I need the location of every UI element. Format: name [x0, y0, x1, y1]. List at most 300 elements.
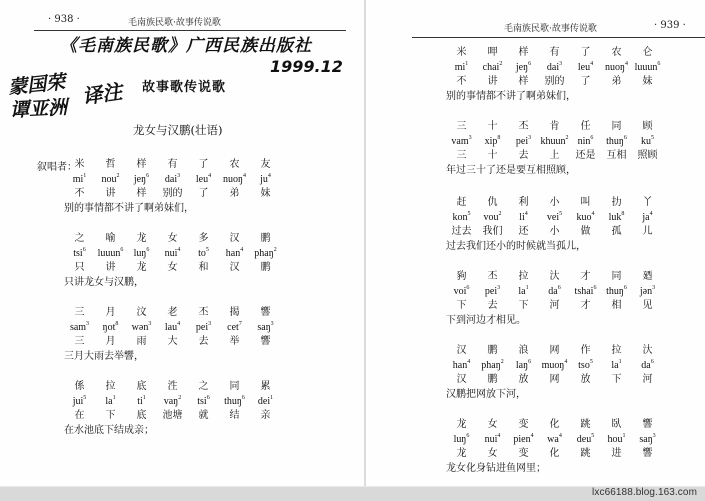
- tone-number: 3: [652, 432, 656, 439]
- tone-number: 5: [651, 134, 654, 141]
- romanization-cell: vam$^3$: [451, 134, 472, 147]
- romanization-cell: $da^6$: [641, 358, 654, 371]
- gloss-cell: 样: [136, 188, 147, 199]
- tone-number: 4: [267, 172, 271, 179]
- char-cell: 利: [518, 197, 529, 208]
- tone-number: 4: [590, 60, 594, 67]
- romanization-cell: $to^5$: [198, 246, 209, 259]
- romanization-cell: xip$^8$: [484, 134, 501, 147]
- char-cell: 三: [456, 121, 467, 132]
- char-cell: 龙: [456, 419, 467, 430]
- gloss-cell: 我们: [482, 226, 503, 237]
- gloss-cell: 讲: [105, 188, 116, 199]
- char-cell: 底: [136, 381, 147, 392]
- char-cell: 十: [487, 121, 498, 132]
- char-cell: 网: [549, 345, 560, 356]
- tone-number: 1: [112, 394, 116, 401]
- romanization-cell: $da^6$: [548, 284, 561, 297]
- romanization-cell: thuŋ$^6$: [606, 284, 627, 297]
- section-title: 故事歌传说歌: [142, 80, 227, 95]
- char-cell: 丫: [642, 197, 653, 208]
- char-cell: 同: [229, 381, 240, 392]
- gloss-cell: 才: [580, 300, 591, 311]
- romanization-cell: han$^4$: [225, 246, 244, 259]
- gloss-cell: 放: [518, 374, 529, 385]
- romanization-cell: chai$^2$: [482, 60, 503, 73]
- char-cell: 丕: [198, 307, 209, 318]
- tone-number: 4: [530, 432, 534, 439]
- tone-number: 3: [86, 320, 90, 327]
- char-cell: 同: [611, 271, 622, 282]
- stanza: [64, 306, 281, 364]
- char-cell: 作: [580, 345, 591, 356]
- stanza: [446, 46, 663, 104]
- tone-number: 6: [528, 60, 532, 67]
- romanization-cell: jən$^3$: [639, 284, 656, 297]
- char-cell: 有: [167, 159, 178, 170]
- char-cell: 变: [518, 419, 529, 430]
- romanization-cell: luuun$^6$: [634, 60, 661, 73]
- romanization-cell: leu$^4$: [195, 172, 212, 185]
- tone-number: 5: [589, 358, 593, 365]
- char-cell: 样: [136, 159, 147, 170]
- stanza: [64, 380, 281, 438]
- char-row: [446, 270, 663, 285]
- romanization-cell: pei$^3$: [515, 134, 532, 147]
- romanization-cell: $mi^1$: [454, 60, 469, 73]
- romanization-row: [64, 173, 281, 188]
- char-cell: 喻: [105, 233, 116, 244]
- char-cell: 了: [580, 47, 591, 58]
- char-cell: 鹏: [487, 345, 498, 356]
- gloss-cell: 了: [580, 76, 591, 87]
- char-cell: 老: [167, 307, 178, 318]
- gloss-cell: 还是: [575, 150, 596, 161]
- gloss-row: [446, 447, 663, 462]
- romanization-cell: cet$^7$: [227, 320, 242, 333]
- char-cell: 任: [580, 121, 591, 132]
- gloss-cell: 变: [518, 448, 529, 459]
- romanization-row: [446, 285, 663, 300]
- char-cell: 农: [229, 159, 240, 170]
- watermark: lxc66188.blog.163.com: [592, 487, 697, 498]
- gloss-row: [446, 75, 663, 90]
- char-cell: 鹏: [260, 233, 271, 244]
- tone-number: 6: [623, 284, 627, 291]
- gloss-row: [64, 409, 281, 424]
- translation-line: 下到河边才相见。: [446, 314, 526, 326]
- gloss-cell: 河: [549, 300, 560, 311]
- tone-number: 1: [465, 60, 469, 67]
- tone-number: 2: [500, 358, 504, 365]
- romanization-row: [446, 61, 663, 76]
- romanization-cell: saŋ$^3$: [257, 320, 274, 333]
- romanization-cell: nuoŋ$^4$: [605, 60, 628, 73]
- char-cell: 顾: [642, 121, 653, 132]
- romanization-cell: $ju^4$: [260, 172, 271, 185]
- stanza: [64, 232, 281, 290]
- romanization-cell: vou$^2$: [483, 210, 502, 223]
- char-cell: 龙: [136, 233, 147, 244]
- gloss-cell: 十: [487, 150, 498, 161]
- tone-number: 4: [177, 320, 181, 327]
- char-row: [446, 120, 663, 135]
- char-cell: 米: [456, 47, 467, 58]
- char-cell: 係: [74, 381, 85, 392]
- gloss-cell: 上: [549, 150, 560, 161]
- tone-number: 6: [593, 284, 597, 291]
- gloss-cell: 女: [487, 448, 498, 459]
- char-row: [446, 46, 663, 61]
- tone-number: 3: [468, 134, 472, 141]
- romanization-cell: dai$^3$: [546, 60, 563, 73]
- handwritten-date: 1999.12: [270, 57, 343, 76]
- gloss-cell: 和: [198, 262, 209, 273]
- romanization-cell: hou$^1$: [607, 432, 626, 445]
- tone-number: 1: [618, 358, 622, 365]
- romanization-cell: voi$^6$: [453, 284, 470, 297]
- romanization-cell: jui$^5$: [72, 394, 87, 407]
- page-number: · 939 ·: [654, 20, 686, 31]
- page-number: · 938 ·: [48, 14, 80, 25]
- gloss-cell: 下: [105, 410, 116, 421]
- gloss-cell: 響: [260, 336, 271, 347]
- char-cell: 多: [198, 233, 209, 244]
- char-cell: 友: [260, 159, 271, 170]
- romanization-cell: tsi$^6$: [73, 246, 86, 259]
- tone-number: 2: [499, 60, 503, 67]
- stanza: [446, 120, 663, 178]
- gloss-cell: 化: [549, 448, 560, 459]
- char-cell: 之: [198, 381, 209, 392]
- gloss-cell: 去: [518, 150, 529, 161]
- tone-number: 8: [115, 320, 119, 327]
- tone-number: 4: [564, 358, 568, 365]
- gloss-cell: 样: [518, 76, 529, 87]
- gloss-cell: 还: [518, 226, 529, 237]
- tone-number: 5: [559, 210, 563, 217]
- romanization-cell: $li^4$: [519, 210, 528, 223]
- gloss-cell: 讲: [105, 262, 116, 273]
- tone-number: 6: [241, 394, 245, 401]
- romanization-cell: $ti^1$: [137, 394, 146, 407]
- romanization-cell: kon$^5$: [452, 210, 471, 223]
- romanization-cell: vei$^5$: [546, 210, 563, 223]
- tone-number: 4: [591, 210, 595, 217]
- translation-line: 过去我们还小的时候就当孤儿，: [446, 240, 586, 252]
- gloss-cell: 相: [611, 300, 622, 311]
- translation-line: 三月大雨去举響，: [64, 350, 144, 362]
- tone-number: 1: [83, 172, 87, 179]
- gloss-cell: 三: [456, 150, 467, 161]
- gloss-cell: 下: [611, 374, 622, 385]
- char-cell: 拉: [518, 271, 529, 282]
- romanization-cell: thuŋ$^6$: [606, 134, 627, 147]
- tone-number: 6: [657, 60, 661, 67]
- char-cell: 仑: [642, 47, 653, 58]
- tone-number: 5: [591, 432, 595, 439]
- song-title: 龙女与汉鹏(壮语): [133, 123, 223, 137]
- gloss-row: [64, 335, 281, 350]
- char-row: [64, 232, 281, 247]
- char-cell: 響: [642, 419, 653, 430]
- romanization-cell: jeŋ$^6$: [133, 172, 150, 185]
- gloss-cell: 不: [456, 76, 467, 87]
- char-cell: 女: [167, 233, 178, 244]
- gloss-cell: 妹: [642, 76, 653, 87]
- char-cell: 呷: [487, 47, 498, 58]
- char-row: [64, 158, 281, 173]
- tone-number: 3: [652, 284, 656, 291]
- char-cell: 三: [74, 307, 85, 318]
- romanization-cell: muoŋ$^4$: [541, 358, 568, 371]
- romanization-cell: nui$^4$: [164, 246, 181, 259]
- char-cell: 拉: [611, 345, 622, 356]
- romanization-cell: sam$^3$: [69, 320, 90, 333]
- gloss-row: [446, 373, 663, 388]
- tone-number: 4: [497, 432, 501, 439]
- romanization-row: [64, 395, 281, 410]
- tone-number: 4: [558, 432, 562, 439]
- romanization-row: [446, 433, 663, 448]
- romanization-cell: luŋ$^6$: [133, 246, 150, 259]
- tone-number: 4: [240, 246, 244, 253]
- char-cell: 之: [74, 233, 85, 244]
- char-cell: 汶: [136, 307, 147, 318]
- char-row: [446, 418, 663, 433]
- char-cell: 汏: [642, 345, 653, 356]
- gloss-cell: 过去: [451, 226, 472, 237]
- gloss-cell: 就: [198, 410, 209, 421]
- tone-number: 1: [270, 394, 274, 401]
- gloss-cell: 别的: [162, 188, 183, 199]
- gloss-cell: 下: [518, 300, 529, 311]
- char-cell: 廼: [642, 271, 653, 282]
- gloss-cell: 跳: [580, 448, 591, 459]
- char-cell: 叫: [580, 197, 591, 208]
- char-cell: 跳: [580, 419, 591, 430]
- romanization-row: [64, 321, 281, 336]
- char-cell: 累: [260, 381, 271, 392]
- gloss-cell: 进: [611, 448, 622, 459]
- char-row: [446, 344, 663, 359]
- gloss-row: [446, 225, 663, 240]
- handwritten-translator-suffix: 译注: [80, 79, 124, 109]
- tone-number: 7: [238, 320, 242, 327]
- stanza: [446, 270, 663, 328]
- tone-number: 4: [524, 210, 528, 217]
- romanization-cell: nuoŋ$^4$: [223, 172, 246, 185]
- romanization-cell: saŋ$^3$: [639, 432, 656, 445]
- header-rule: [412, 37, 705, 38]
- tone-number: 3: [148, 320, 152, 327]
- romanization-cell: $la^1$: [611, 358, 622, 371]
- tone-number: 8: [621, 210, 625, 217]
- char-row: [64, 306, 281, 321]
- char-cell: 哲: [105, 159, 116, 170]
- gloss-cell: 鹏: [487, 374, 498, 385]
- tone-number: 3: [528, 134, 532, 141]
- romanization-cell: pei$^3$: [195, 320, 212, 333]
- romanization-cell: han$^4$: [452, 358, 471, 371]
- char-cell: 揭: [229, 307, 240, 318]
- gloss-cell: 孤: [611, 226, 622, 237]
- char-row: [446, 196, 663, 211]
- char-cell: 了: [198, 159, 209, 170]
- romanization-row: [446, 359, 663, 374]
- stanza: [446, 344, 663, 402]
- translation-line: 别的事情都不讲了啊弟妹们，: [64, 202, 194, 214]
- tone-number: 6: [528, 358, 532, 365]
- gloss-cell: 響: [642, 448, 653, 459]
- romanization-cell: deu$^5$: [576, 432, 595, 445]
- char-cell: 女: [487, 419, 498, 430]
- char-cell: 同: [611, 121, 622, 132]
- tone-number: 5: [467, 210, 471, 217]
- translation-line: 龙女化身钻进鱼网里；: [446, 462, 546, 474]
- stanza: [64, 158, 281, 216]
- gloss-row: [64, 261, 281, 276]
- gloss-cell: 在: [74, 410, 85, 421]
- char-cell: 米: [74, 159, 85, 170]
- gloss-cell: 儿: [642, 226, 653, 237]
- char-cell: 赶: [456, 197, 467, 208]
- romanization-cell: nou$^2$: [101, 172, 120, 185]
- gloss-cell: 下: [456, 300, 467, 311]
- gloss-cell: 只: [74, 262, 85, 273]
- romanization-cell: khuun$^2$: [540, 134, 569, 147]
- romanization-cell: vaŋ$^2$: [163, 394, 182, 407]
- tone-number: 5: [205, 246, 209, 253]
- gloss-cell: 见: [642, 300, 653, 311]
- char-cell: 響: [260, 307, 271, 318]
- char-cell: 汉: [456, 345, 467, 356]
- tone-number: 6: [466, 432, 470, 439]
- romanization-cell: ŋot$^8$: [102, 320, 119, 333]
- gloss-cell: 弟: [611, 76, 622, 87]
- romanization-row: [446, 135, 663, 150]
- romanization-cell: laŋ$^6$: [515, 358, 532, 371]
- romanization-cell: tso$^5$: [578, 358, 593, 371]
- romanization-cell: $mi^1$: [72, 172, 87, 185]
- handwritten-translator-1: 蒙国荣: [7, 71, 67, 99]
- gloss-cell: 不: [74, 188, 85, 199]
- translation-line: 只讲龙女与汉鹏，: [64, 276, 144, 288]
- romanization-cell: pei$^3$: [484, 284, 501, 297]
- tone-number: 4: [467, 358, 471, 365]
- romanization-cell: kuo$^4$: [576, 210, 595, 223]
- tone-number: 5: [83, 394, 87, 401]
- romanization-cell: $la^1$: [518, 284, 529, 297]
- tone-number: 6: [146, 172, 150, 179]
- gloss-cell: 了: [198, 188, 209, 199]
- gloss-row: [64, 187, 281, 202]
- gloss-cell: 女: [167, 262, 178, 273]
- tone-number: 6: [557, 284, 561, 291]
- gloss-cell: 底: [136, 410, 147, 421]
- gloss-cell: 照顾: [637, 150, 658, 161]
- char-cell: 化: [549, 419, 560, 430]
- tone-number: 2: [498, 210, 502, 217]
- romanization-cell: dei$^1$: [257, 394, 274, 407]
- gloss-cell: 汉: [456, 374, 467, 385]
- char-cell: 丕: [518, 121, 529, 132]
- romanization-cell: leu$^4$: [577, 60, 594, 73]
- romanization-cell: luŋ$^6$: [453, 432, 470, 445]
- char-cell: 扐: [611, 197, 622, 208]
- romanization-cell: jeŋ$^6$: [515, 60, 532, 73]
- tone-number: 4: [242, 172, 246, 179]
- running-head: 毛南族民歌·故事传说歌: [128, 18, 221, 28]
- gloss-cell: 亲: [260, 410, 271, 421]
- gloss-row: [446, 149, 663, 164]
- tone-number: 3: [497, 284, 501, 291]
- gloss-row: [446, 299, 663, 314]
- gloss-cell: 雨: [136, 336, 147, 347]
- char-cell: 农: [611, 47, 622, 58]
- char-cell: 才: [580, 271, 591, 282]
- tone-number: 4: [624, 60, 628, 67]
- gloss-cell: 举: [229, 336, 240, 347]
- tone-number: 6: [623, 134, 627, 141]
- tone-number: 6: [82, 246, 86, 253]
- gloss-cell: 池塘: [162, 410, 183, 421]
- romanization-cell: pien$^4$: [513, 432, 534, 445]
- gloss-cell: 网: [549, 374, 560, 385]
- tone-number: 6: [146, 246, 150, 253]
- romanization-row: [446, 211, 663, 226]
- gloss-cell: 弟: [229, 188, 240, 199]
- char-cell: 臥: [611, 419, 622, 430]
- romanization-cell: $la^1$: [105, 394, 116, 407]
- gloss-cell: 龙: [456, 448, 467, 459]
- tone-number: 1: [622, 432, 626, 439]
- romanization-cell: dai$^3$: [164, 172, 181, 185]
- tone-number: 4: [208, 172, 212, 179]
- translation-line: 别的事情都不讲了啊弟妹们，: [446, 90, 576, 102]
- gloss-cell: 讲: [487, 76, 498, 87]
- tone-number: 3: [270, 320, 274, 327]
- char-cell: 样: [518, 47, 529, 58]
- handwritten-book-note: 《毛南族民歌》广西民族出版社: [60, 36, 312, 56]
- romanization-cell: $wa^4$: [547, 432, 562, 445]
- romanization-cell: $ku^5$: [641, 134, 654, 147]
- tone-number: 2: [178, 394, 182, 401]
- char-cell: 豞: [456, 271, 467, 282]
- tone-number: 3: [559, 60, 563, 67]
- stanza: [446, 418, 663, 476]
- char-cell: 仇: [487, 197, 498, 208]
- translation-line: 年过三十了还是要互相照顾，: [446, 164, 576, 176]
- narrator-label: 叙唱者：: [37, 162, 77, 173]
- gloss-cell: 龙: [136, 262, 147, 273]
- gloss-cell: 别的: [544, 76, 565, 87]
- gloss-cell: 做: [580, 226, 591, 237]
- romanization-cell: nui$^4$: [484, 432, 501, 445]
- romanization-cell: wən$^3$: [131, 320, 152, 333]
- translation-line: 在水池底下结成亲；: [64, 424, 154, 436]
- tone-number: 6: [206, 394, 210, 401]
- romanization-cell: $ja^4$: [642, 210, 653, 223]
- romanization-cell: nin$^6$: [577, 134, 594, 147]
- char-row: [64, 380, 281, 395]
- tone-number: 2: [116, 172, 120, 179]
- tone-number: 6: [650, 358, 654, 365]
- char-cell: 汉: [229, 233, 240, 244]
- tone-number: 4: [177, 246, 181, 253]
- tone-number: 1: [525, 284, 529, 291]
- romanization-cell: luk$^8$: [608, 210, 625, 223]
